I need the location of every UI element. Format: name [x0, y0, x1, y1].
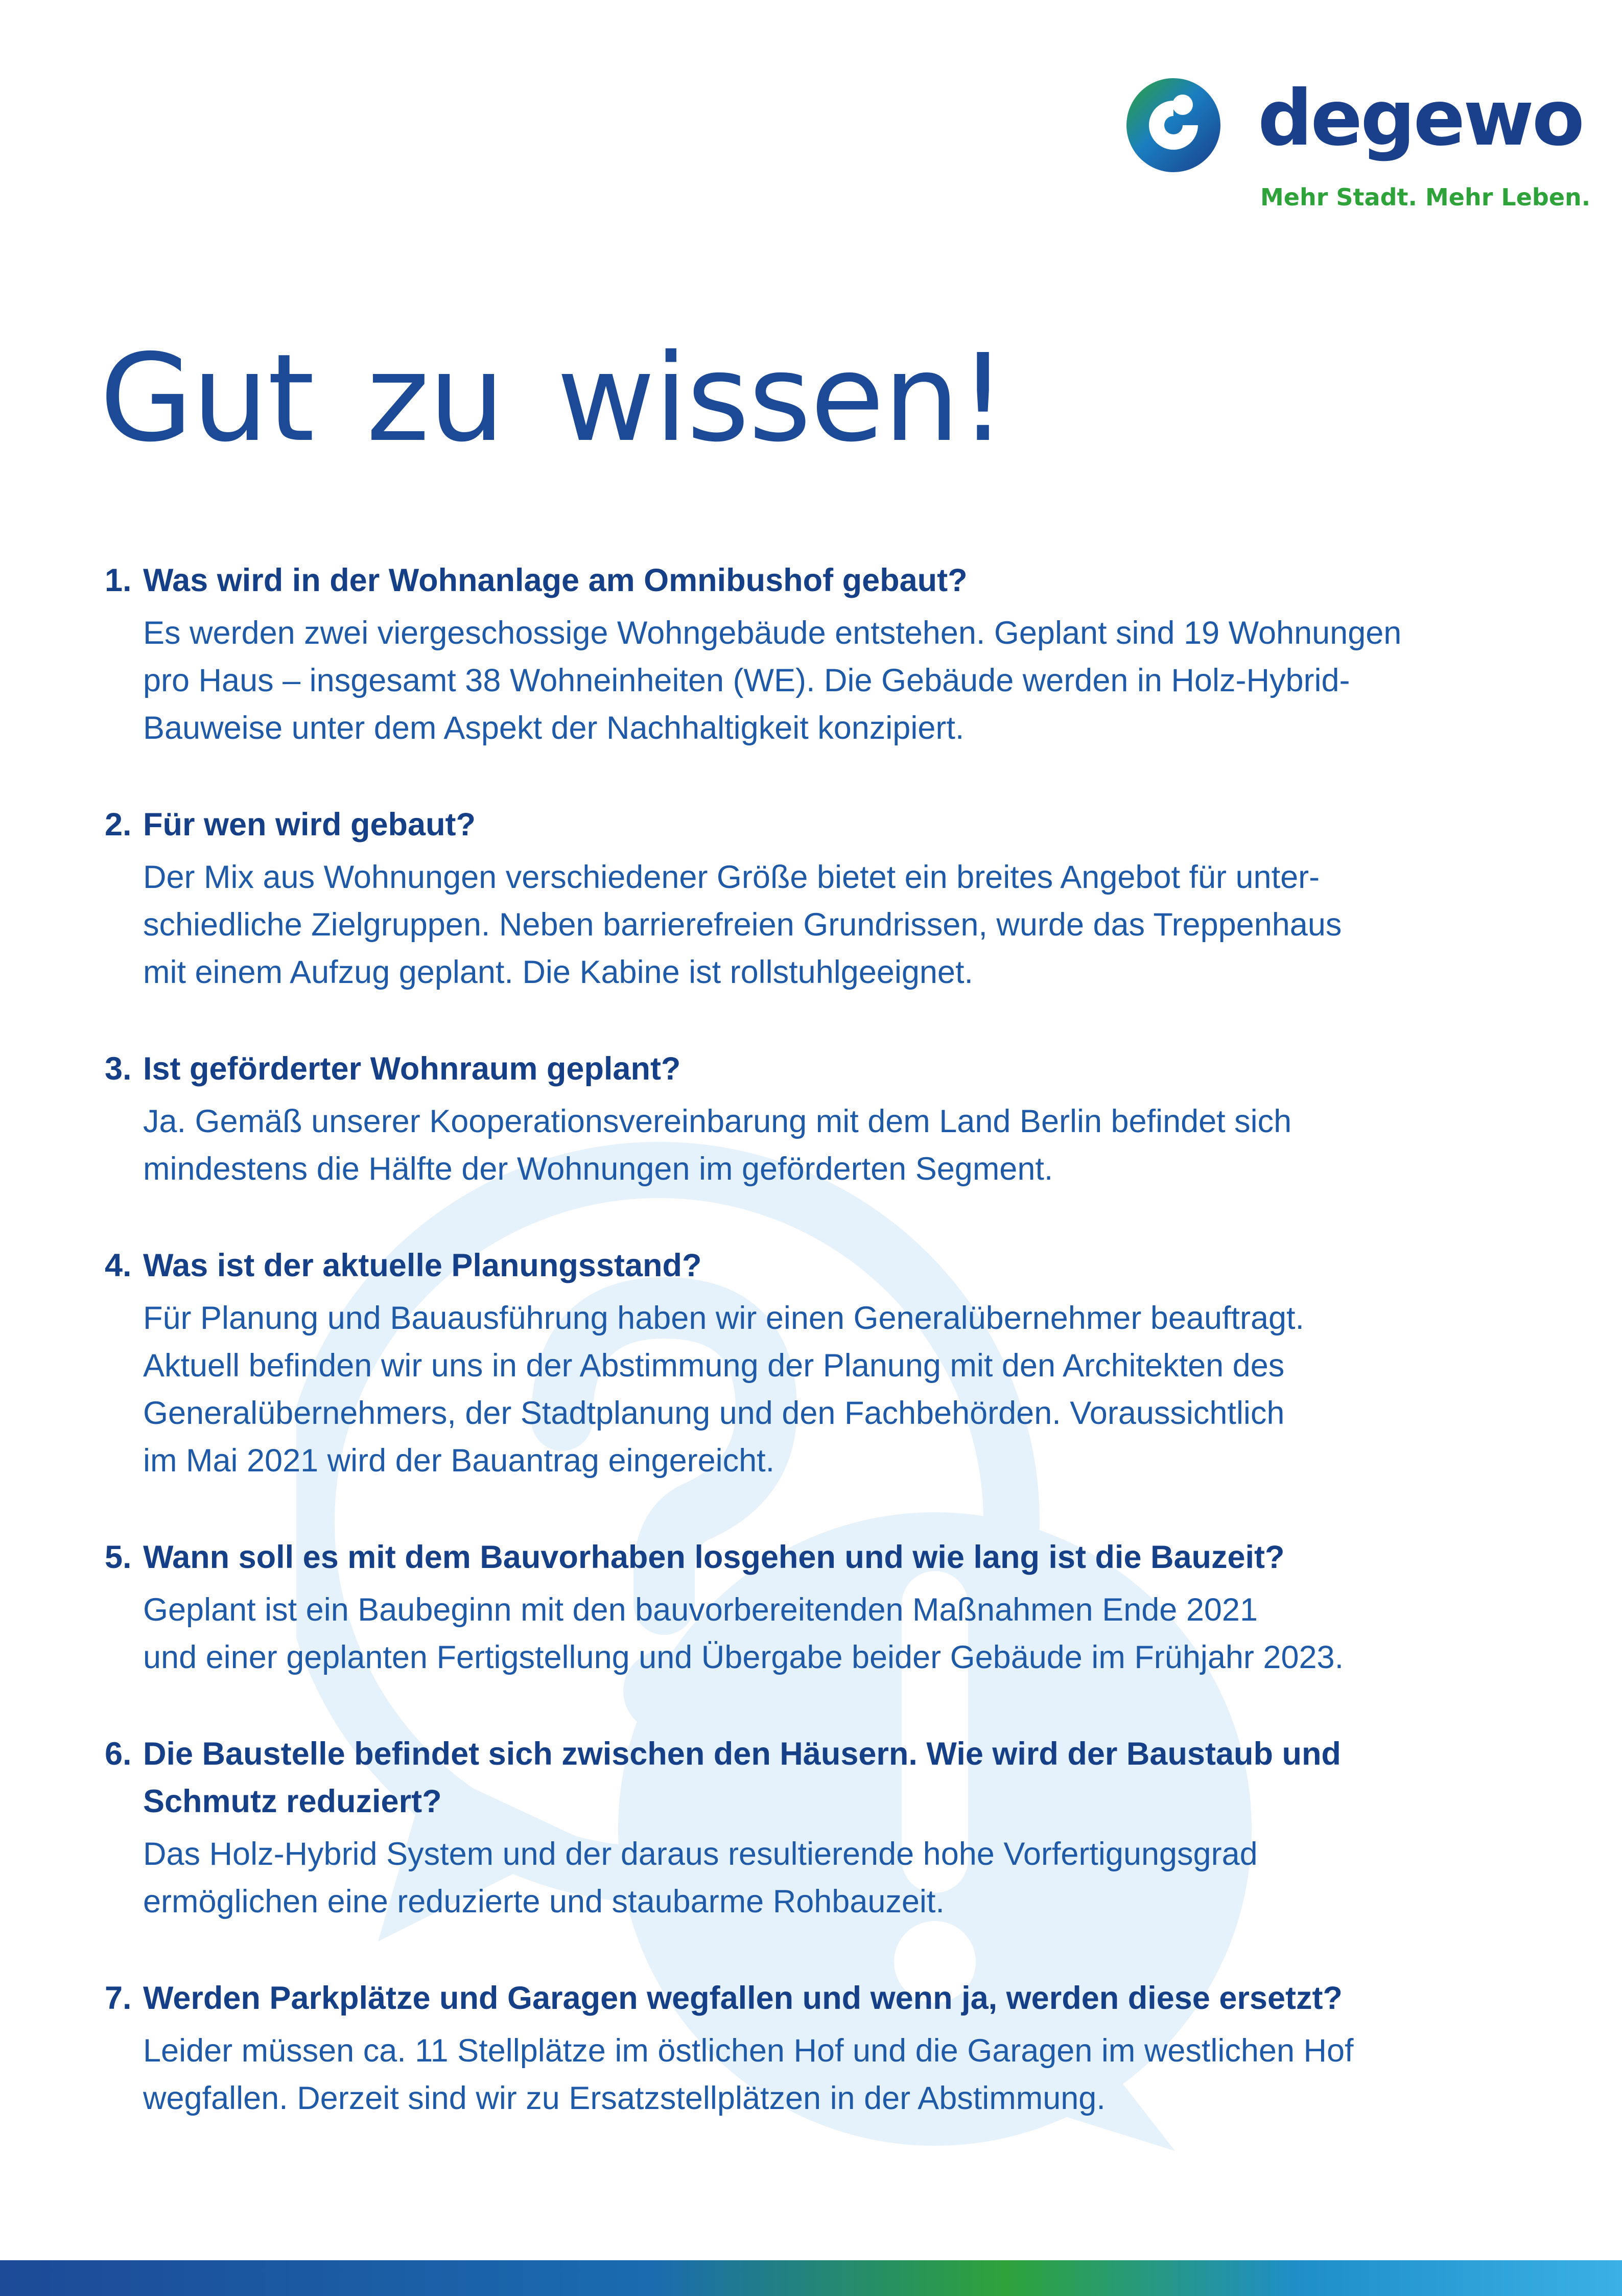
faq-answer	[143, 2027, 1535, 2122]
faq-number: 5.	[105, 1539, 132, 1575]
faq-question-text: Werden Parkplätze und Garagen wegfallen und wenn ja, werden diese ersetzt?	[143, 1980, 1343, 2016]
faq-answer	[143, 1831, 1535, 1926]
faq-question-text: Was wird in der Wohnanlage am Omnibushof gebaut?	[143, 563, 968, 598]
faq-answer-line: pro Haus – insgesamt 38 Wohneinheiten (WE). Die Gebäude werden in Holz-Hybrid-	[143, 663, 1350, 698]
faq-item	[105, 1534, 1535, 1681]
faq-answer	[143, 854, 1535, 996]
faq-item	[105, 801, 1535, 996]
faq-question	[105, 1730, 1535, 1825]
faq-answer-line: Aktuell befinden wir uns in der Abstimmung der Planung mit den Architekten des	[143, 1348, 1285, 1384]
faq-answer-line: Es werden zwei viergeschossige Wohngebäude entstehen. Geplant sind 19 Wohnungen	[143, 615, 1402, 651]
faq-question	[105, 1242, 1535, 1290]
faq-number: 2.	[105, 807, 132, 842]
faq-question	[105, 557, 1535, 604]
faq-answer	[143, 610, 1535, 752]
faq-item	[105, 1975, 1535, 2122]
faq-list	[105, 557, 1535, 2171]
faq-number: 6.	[105, 1736, 132, 1772]
faq-number: 7.	[105, 1980, 132, 2016]
faq-answer-line: Für Planung und Bauausführung haben wir einen Generalübernehmer beauftragt.	[143, 1300, 1305, 1336]
logo-claim: Mehr Stadt. Mehr Leben.	[1260, 183, 1591, 211]
faq-question-text: Ist geförderter Wohnraum geplant?	[143, 1051, 681, 1087]
faq-answer-line: Ja. Gemäß unserer Kooperationsvereinbarung mit dem Land Berlin befindet sich	[143, 1104, 1292, 1139]
faq-question-text: Was ist der aktuelle Planungsstand?	[143, 1248, 702, 1283]
footer-gradient-bar	[0, 2260, 1622, 2296]
degewo-logo[interactable]	[1122, 74, 1591, 222]
faq-answer-line: im Mai 2021 wird der Bauantrag eingereicht.	[143, 1443, 775, 1479]
faq-question	[105, 801, 1535, 849]
faq-answer	[143, 1098, 1535, 1193]
logo-wordmark: degewo	[1258, 74, 1583, 163]
faq-answer-line: wegfallen. Derzeit sind wir zu Ersatzstellplätzen in der Abstimmung.	[143, 2080, 1106, 2116]
faq-answer	[143, 1295, 1535, 1485]
page-title: Gut zu wissen!	[100, 328, 1006, 468]
faq-item	[105, 1242, 1535, 1485]
faq-question	[105, 1534, 1535, 1581]
faq-question-text: Die Baustelle befindet sich zwischen den Häusern. Wie wird der Baustaub und Schmutz reduziert?	[143, 1736, 1341, 1819]
faq-answer-line: Leider müssen ca. 11 Stellplätze im östlichen Hof und die Garagen im westlichen Hof	[143, 2033, 1354, 2069]
faq-answer-line: schiedliche Zielgruppen. Neben barrierefreien Grundrissen, wurde das Treppenhaus	[143, 907, 1342, 943]
faq-answer-line: Bauweise unter dem Aspekt der Nachhaltigkeit konzipiert.	[143, 710, 965, 746]
degewo-swirl-icon	[1122, 74, 1225, 176]
faq-item	[105, 1045, 1535, 1193]
faq-answer-line: und einer geplanten Fertigstellung und Übergabe beider Gebäude im Frühjahr 2023.	[143, 1639, 1344, 1675]
faq-question-text: Wann soll es mit dem Bauvorhaben losgehen und wie lang ist die Bauzeit?	[143, 1539, 1285, 1575]
faq-answer-line: Das Holz-Hybrid System und der daraus resultierende hohe Vorfertigungsgrad	[143, 1836, 1258, 1872]
faq-answer	[143, 1586, 1535, 1681]
faq-item	[105, 557, 1535, 752]
faq-number: 1.	[105, 563, 132, 598]
faq-number: 4.	[105, 1248, 132, 1283]
faq-answer-line: Der Mix aus Wohnungen verschiedener Größe bietet ein breites Angebot für unter-	[143, 859, 1320, 895]
faq-question	[105, 1975, 1535, 2022]
faq-answer-line: Geplant ist ein Baubeginn mit den bauvorbereitenden Maßnahmen Ende 2021	[143, 1592, 1258, 1628]
faq-answer-line: Generalübernehmers, der Stadtplanung und den Fachbehörden. Voraussichtlich	[143, 1395, 1285, 1431]
faq-answer-line: mindestens die Hälfte der Wohnungen im geförderten Segment.	[143, 1151, 1053, 1187]
faq-question-text: Für wen wird gebaut?	[143, 807, 476, 842]
faq-item	[105, 1730, 1535, 1926]
faq-question	[105, 1045, 1535, 1093]
faq-answer-line: mit einem Aufzug geplant. Die Kabine ist rollstuhlgeeignet.	[143, 954, 973, 990]
faq-number: 3.	[105, 1051, 132, 1087]
faq-answer-line: ermöglichen eine reduzierte und staubarme Rohbauzeit.	[143, 1884, 945, 1919]
